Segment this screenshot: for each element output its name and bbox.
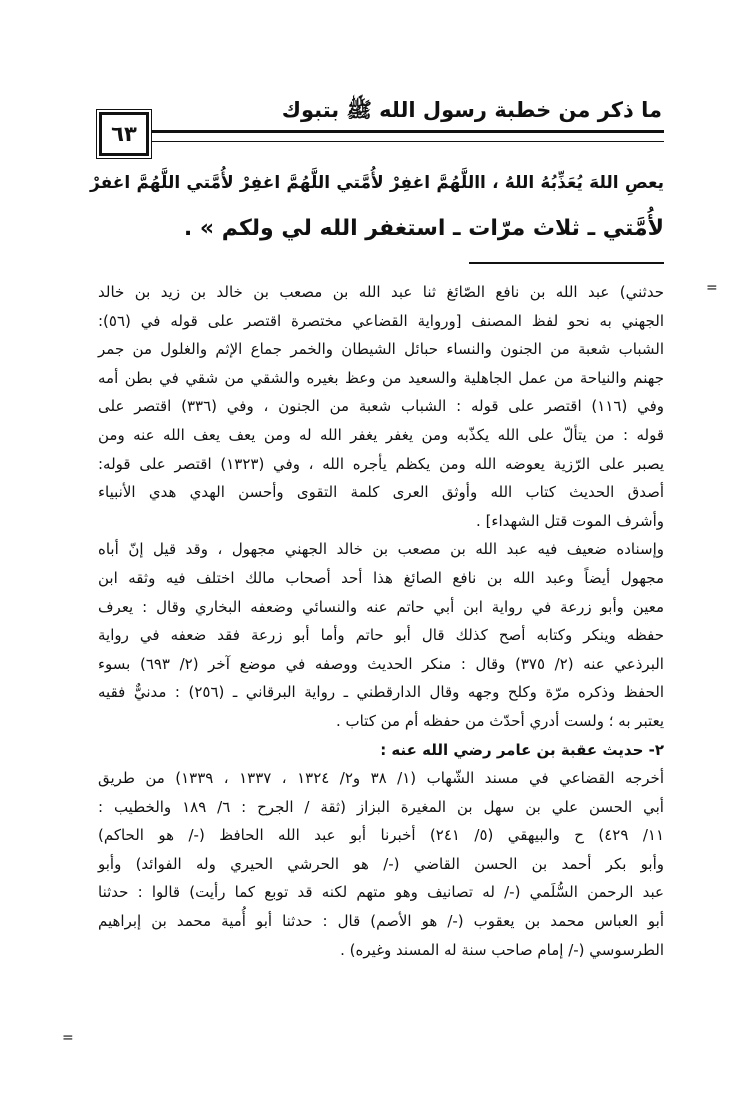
main-text-line: لأُمَّتي ـ ثلاث مرّات ـ استغفر الله لي ولكم » . bbox=[183, 216, 664, 241]
footnote-line: وأبو بكر أحمد بن الحسن القاضي (-/ هو الحرشي الحيري وله الفوائد) وأبو bbox=[98, 854, 664, 873]
footnote-line: قوله : من يتألّ على الله يكذّبه ومن يغفر يغفر الله له ومن يعف يعف الله عنه ومن bbox=[98, 425, 664, 444]
footnote-line: أخرجه القضاعي في مسند الشّهاب (١/ ٣٨ و٢/ ١٣٢٤ ، ١٣٣٧ ، ١٣٣٩) من طريق bbox=[98, 769, 664, 788]
footnote-line: الجهني به نحو لفظ المصنف [ورواية القضاعي مختصرة اقتصر على قوله في (٥٦): bbox=[98, 311, 664, 330]
header-double-rule bbox=[152, 130, 664, 142]
footnote-line: معين وأبو زرعة في رواية ابن أبي حاتم عنه والنسائي وضعفه البخاري وقال : يعرف bbox=[98, 597, 664, 616]
running-header-title: ما ذكر من خطبة رسول الله ﷺ بتبوك bbox=[281, 98, 662, 122]
margin-continuation-mark: = bbox=[706, 280, 718, 296]
footnotes-block bbox=[98, 278, 664, 964]
footnote-line: مجهول أيضاً وعبد الله بن نافع الصائغ هذا أحد أصحاب مالك اختلف فيه وثقه ابن bbox=[98, 568, 664, 587]
footnote-line: جهنم والنياحة من عمل الجاهلية والسعيد من وعظ بغيره والشقي من شقي في بطن أمه bbox=[98, 368, 664, 387]
section-heading: ٢- حديث عقبة بن عامر رضي الله عنه : bbox=[380, 740, 664, 759]
footnote-separator bbox=[469, 262, 664, 264]
footnote-line: ١١/ ٤٢٩) ح والبيهقي (٥/ ٢٤١) أخبرنا أبو عبد الله الحافظ (-/ هو الحاكم) bbox=[98, 826, 665, 845]
footnote-line: وأشرف الموت قتل الشهداء] . bbox=[476, 511, 664, 530]
footnote-line: الطرسوسي (-/ إمام صاحب سنة له المسند وغيره) . bbox=[340, 940, 664, 959]
footnote-line: وإسناده ضعيف فيه عبد الله بن مصعب بن خالد الجهني مجهول ، وقد قيل إنّ أباه bbox=[98, 540, 664, 559]
main-text-block bbox=[90, 160, 664, 252]
footnote-line: حفظه وينكر وكتابه أصح كذلك قال أبو حاتم وأما أبو زرعة فقد ضعفه في رواية bbox=[98, 626, 664, 645]
footnote-line: البرذعي عنه (٢/ ٣٧٥) وقال : منكر الحديث ووصفه في موضع آخر (٢/ ٦٩٣) بسوء bbox=[98, 654, 664, 673]
footnote-line: عبد الرحمن السُّلَمي (-/ له تصانيف وهو متهم لكنه قد توبع كما رأيت) قالوا : حدثنا bbox=[98, 883, 664, 902]
footnote-line: الحفظ وذكره مرّة وكلح وجهه وقال الدارقطني ـ رواية البرقاني ـ (٢٥٦) : مدنيٌّ فقيه bbox=[98, 683, 665, 702]
page-number-box: ٦٣ bbox=[99, 112, 149, 156]
footnote-line: يعتبر به ؛ ولست أدري أحدّث من حفظه أم من كتاب . bbox=[335, 711, 664, 730]
footnote-line: الشباب شعبة من الجنون والنساء حبائل الشيطان والخمر جماع الإثم والغلول من جمر bbox=[98, 340, 664, 359]
footnote-line: أبو العباس محمد بن يعقوب (-/ هو الأصم) قال : حدثنا أبو أُمية محمد بن إبراهيم bbox=[98, 912, 664, 931]
footnote-line: حدثني) عبد الله بن نافع الصّائغ ثنا عبد الله بن مصعب بن خالد بن زيد بن خالد bbox=[98, 283, 664, 301]
footnote-line: وفي (١١٦) اقتصر على قوله : الشباب شعبة من الجنون ، وفي (٣٣٦) اقتصر على bbox=[98, 397, 664, 416]
footnote-line: يصبر على الرّزية يعوضه الله ومن يكظم يأجره الله ، وفي (١٣٢٣) اقتصر على قوله: bbox=[98, 454, 664, 473]
margin-continuation-mark: = bbox=[62, 1030, 74, 1046]
main-text-line: يعصِ اللهَ يُعَذِّبُهُ اللهُ ، االلَّهُمَّ اغفِرْ لأُمَّتي اللَّهُمَّ اغفِرْ لأُمَّتي اللَّهُمَّ اغفرْ bbox=[90, 173, 664, 193]
footnote-line: أبي الحسن علي بن سهل بن المغيرة البزاز (ثقة / الجرح : ٦/ ١٨٩ والخطيب : bbox=[98, 797, 664, 816]
footnote-line: أصدق الحديث كتاب الله وأوثق العرى كلمة التقوى وأحسن الهدي هدي الأنبياء bbox=[98, 483, 664, 502]
